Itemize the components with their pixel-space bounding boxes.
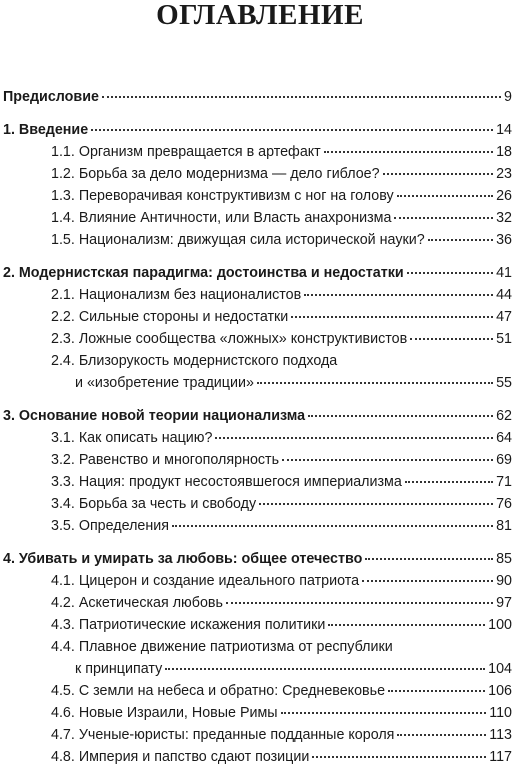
dot-leader xyxy=(383,173,494,175)
dot-leader xyxy=(407,272,493,274)
toc-entry[interactable] xyxy=(0,680,520,702)
entry-page: 71 xyxy=(496,474,512,490)
toc-chapter-1 xyxy=(0,119,520,251)
dot-leader xyxy=(308,415,493,417)
entry-title: 2.4. Близорукость модернистского подхода xyxy=(51,353,338,369)
dot-leader xyxy=(226,602,493,604)
entry-title: 4.7. Ученые-юристы: преданные подданные короля xyxy=(51,727,395,743)
dot-leader xyxy=(282,459,493,461)
entry-title: 4.4. Плавное движение патриотизма от республики xyxy=(51,639,393,655)
dot-leader xyxy=(215,437,493,439)
toc-entry[interactable] xyxy=(0,207,520,229)
dot-leader xyxy=(397,195,493,197)
toc-entry[interactable] xyxy=(0,724,520,746)
entry-page: 18 xyxy=(496,144,512,160)
entry-title: 4. Убивать и умирать за любовь: общее отечество xyxy=(3,551,363,567)
entry-title: 4.3. Патриотические искажения политики xyxy=(51,617,326,633)
dot-leader xyxy=(388,690,485,692)
toc-entry[interactable] xyxy=(0,163,520,185)
dot-leader xyxy=(172,525,493,527)
dot-leader xyxy=(312,756,486,758)
entry-title: 1.3. Переворачивая конструктивизм с ног на голову xyxy=(51,188,394,204)
dot-leader xyxy=(291,316,493,318)
entry-page: 26 xyxy=(496,188,512,204)
entry-title: 4.2. Аскетическая любовь xyxy=(51,595,223,611)
toc-chapter-3 xyxy=(0,405,520,537)
entry-title: 1.2. Борьба за дело модернизма — дело гиблое? xyxy=(51,166,380,182)
dot-leader xyxy=(91,129,493,131)
entry-title: 2. Модернистская парадигма: достоинства и недостатки xyxy=(3,265,404,281)
entry-title: 1.5. Национализм: движущая сила исторической науки? xyxy=(51,232,425,248)
entry-page: 104 xyxy=(488,661,512,677)
entry-page: 69 xyxy=(496,452,512,468)
toc-entry[interactable] xyxy=(0,328,520,350)
entry-title: 3.3. Нация: продукт несостоявшегося империализма xyxy=(51,474,402,490)
toc-entry[interactable] xyxy=(0,493,520,515)
entry-line-1 xyxy=(0,350,520,372)
dot-leader xyxy=(304,294,493,296)
dot-leader xyxy=(394,217,493,219)
dot-leader xyxy=(397,734,486,736)
table-of-contents xyxy=(0,86,520,779)
entry-title: 1.1. Организм превращается в артефакт xyxy=(51,144,321,160)
entry-title: 4.6. Новые Израили, Новые Римы xyxy=(51,705,278,721)
toc-entry[interactable] xyxy=(0,592,520,614)
dot-leader xyxy=(165,668,485,670)
entry-title: 4.5. С земли на небеса и обратно: Средневековье xyxy=(51,683,386,699)
entry-page: 51 xyxy=(496,331,512,347)
entry-title: 1.4. Влияние Античности, или Власть анахронизма xyxy=(51,210,392,226)
entry-page: 36 xyxy=(496,232,512,248)
toc-entry[interactable] xyxy=(0,141,520,163)
entry-page: 90 xyxy=(496,573,512,589)
entry-title: 3.4. Борьба за честь и свободу xyxy=(51,496,257,512)
toc-entry[interactable] xyxy=(0,515,520,537)
entry-page: 41 xyxy=(496,265,512,281)
entry-title: 2.2. Сильные стороны и недостатки xyxy=(51,309,289,325)
toc-entry-multiline[interactable] xyxy=(0,350,520,394)
toc-entry[interactable] xyxy=(0,284,520,306)
entry-page: 47 xyxy=(496,309,512,325)
entry-page: 117 xyxy=(489,749,512,765)
entry-page: 55 xyxy=(496,375,512,391)
toc-preface xyxy=(0,86,520,108)
dot-leader xyxy=(428,239,493,241)
toc-entry[interactable] xyxy=(0,229,520,251)
entry-page: 62 xyxy=(496,408,512,424)
toc-entry-multiline[interactable] xyxy=(0,636,520,680)
dot-leader xyxy=(281,712,487,714)
toc-entry[interactable] xyxy=(0,185,520,207)
page-title: ОГЛАВЛЕНИЕ xyxy=(156,0,364,31)
entry-page: 100 xyxy=(488,617,512,633)
toc-entry[interactable] xyxy=(0,427,520,449)
toc-entry[interactable] xyxy=(0,449,520,471)
dot-leader xyxy=(410,338,493,340)
entry-title-continued: к принципату xyxy=(75,661,163,677)
dot-leader xyxy=(405,481,493,483)
entry-page: 97 xyxy=(496,595,512,611)
entry-page: 113 xyxy=(489,727,512,743)
entry-title: Предисловие xyxy=(3,89,99,105)
entry-page: 32 xyxy=(496,210,512,226)
entry-page: 76 xyxy=(496,496,512,512)
entry-page: 14 xyxy=(496,122,512,138)
entry-title: 4.8. Империя и папство сдают позиции xyxy=(51,749,310,765)
entry-title: 2.1. Национализм без националистов xyxy=(51,287,302,303)
entry-page: 110 xyxy=(489,705,512,721)
dot-leader xyxy=(328,624,485,626)
chapter-heading[interactable] xyxy=(0,548,520,570)
chapter-heading[interactable] xyxy=(0,262,520,284)
entry-page: 106 xyxy=(488,683,512,699)
dot-leader xyxy=(259,503,493,505)
entry-title: 3.1. Как описать нацию? xyxy=(51,430,213,446)
entry-page: 64 xyxy=(496,430,512,446)
dot-leader xyxy=(102,96,501,98)
chapter-heading[interactable] xyxy=(0,119,520,141)
dot-leader xyxy=(362,580,493,582)
entry-page: 44 xyxy=(496,287,512,303)
toc-entry[interactable] xyxy=(0,306,520,328)
toc-entry[interactable] xyxy=(0,471,520,493)
entry-page: 9 xyxy=(504,89,512,105)
entry-title-continued: и «изобретение традиции» xyxy=(75,375,254,391)
dot-leader xyxy=(365,558,493,560)
toc-entry[interactable] xyxy=(0,746,520,768)
chapter-heading[interactable] xyxy=(0,405,520,427)
toc-entry[interactable] xyxy=(0,570,520,592)
entry-page: 23 xyxy=(496,166,512,182)
toc-entry[interactable] xyxy=(0,702,520,724)
entry-title: 4.1. Цицерон и создание идеального патриота xyxy=(51,573,360,589)
entry-line-2 xyxy=(0,658,520,680)
entry-title: 3. Основание новой теории национализма xyxy=(3,408,306,424)
entry-page: 81 xyxy=(496,518,512,534)
entry-page: 85 xyxy=(496,551,512,567)
entry-line-2 xyxy=(0,372,520,394)
toc-chapter-2 xyxy=(0,262,520,394)
dot-leader xyxy=(324,151,493,153)
entry-line-1 xyxy=(0,636,520,658)
entry-title: 2.3. Ложные сообщества «ложных» конструктивистов xyxy=(51,331,408,347)
toc-entry[interactable] xyxy=(0,86,520,108)
toc-chapter-4 xyxy=(0,548,520,768)
toc-entry[interactable] xyxy=(0,614,520,636)
entry-title: 3.2. Равенство и многополярность xyxy=(51,452,280,468)
entry-title: 1. Введение xyxy=(3,122,89,138)
dot-leader xyxy=(257,382,493,384)
entry-title: 3.5. Определения xyxy=(51,518,170,534)
